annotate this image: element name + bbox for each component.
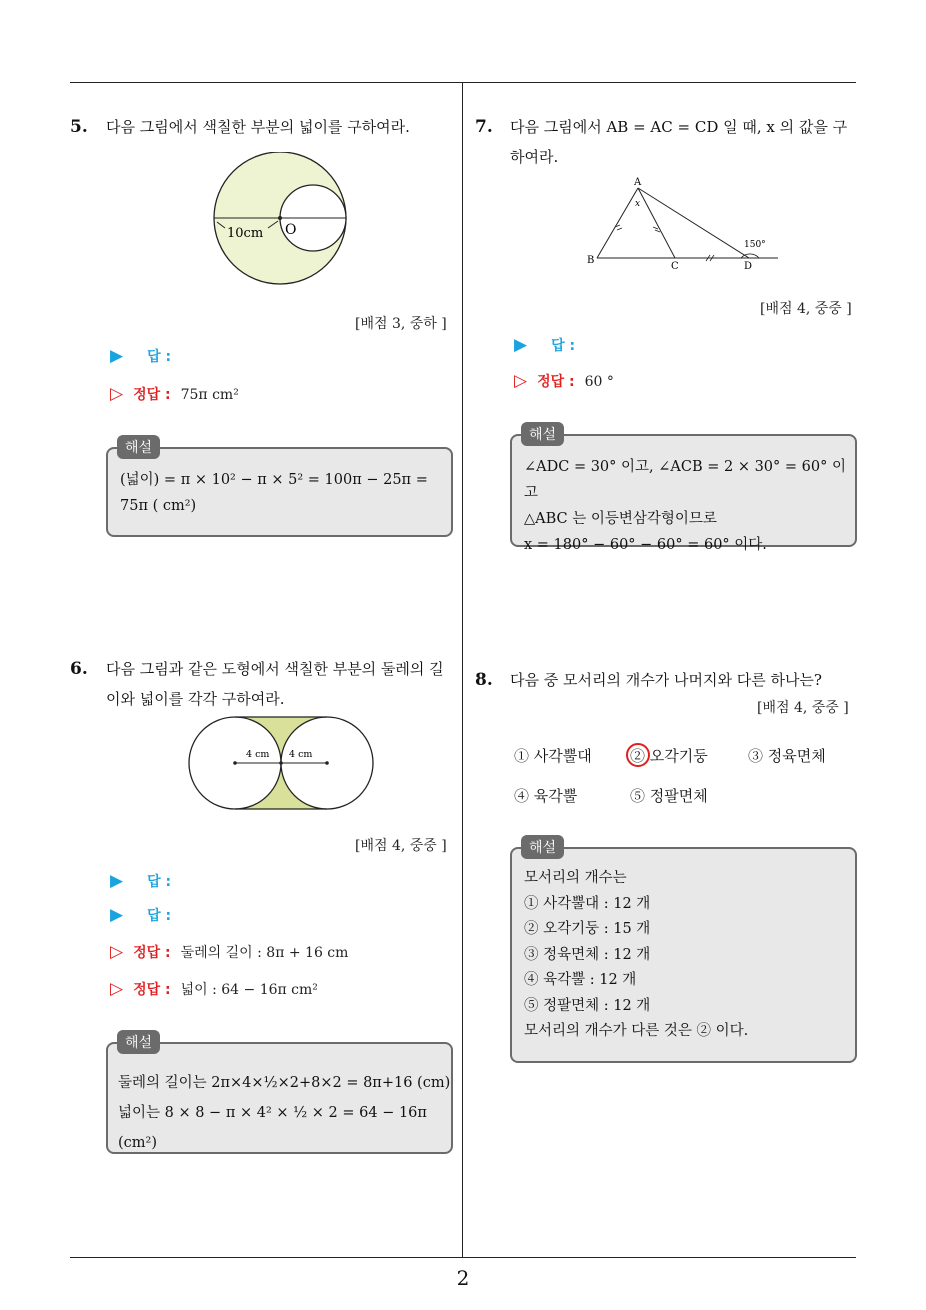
q8-points: [배점 4, 중중 ] [757, 700, 849, 716]
q7-text-line: 하여라. [510, 148, 559, 166]
q6-label-right: 4 cm [289, 749, 313, 760]
top-rule [70, 82, 856, 83]
answer-label: 답 : [551, 338, 576, 354]
solution-line: ∠ADC = 30° 이고, ∠ACB = 2 × 30° = 60° 이고 [524, 459, 846, 501]
solution-line: 모서리의 개수가 다른 것은 ② 이다. [524, 1023, 749, 1039]
answer-label: 답 : [147, 874, 172, 890]
q7-points: [배점 4, 중중 ] [760, 301, 852, 317]
solution-line: ⑤ 정팔면체 : 12 개 [524, 997, 651, 1014]
solution-line: ② 오각기둥 : 15 개 [524, 921, 651, 937]
q6-solution-tag: 해설 [117, 1030, 160, 1054]
q7-solution-body [524, 454, 855, 558]
q7-figure [582, 175, 782, 270]
q7-correct-row [514, 371, 614, 391]
q7-angle-150: 150° [744, 240, 766, 250]
outline-triangle-icon: ▷ [110, 384, 124, 404]
choice-1[interactable]: ① 사각뿔대 [514, 747, 592, 765]
q7-solution-box [510, 434, 857, 553]
q5-solution-box [106, 447, 453, 537]
q6-text-line: 다음 그림과 같은 도형에서 색칠한 부분의 둘레의 길 [106, 660, 444, 678]
choice-3[interactable]: ③ 정육면체 [748, 747, 826, 765]
q6-label-left: 4 cm [246, 749, 270, 760]
q7-text [510, 112, 847, 172]
q5-text: 다음 그림에서 색칠한 부분의 넓이를 구하여라. [106, 118, 410, 136]
q7-solution-tag: 해설 [521, 422, 564, 446]
q5-length-label: 10cm [227, 226, 264, 241]
q5-correct-row [110, 384, 239, 404]
correct-value: 60 ° [584, 374, 614, 390]
q6-figure [188, 715, 378, 813]
q7-number: 7. [475, 117, 493, 137]
solution-line: ① 사각뿔대 : 12 개 [524, 895, 651, 912]
bottom-rule [70, 1257, 856, 1258]
q6-text [106, 654, 444, 714]
play-icon: ▶ [110, 871, 124, 891]
q8-solution-tag: 해설 [521, 835, 564, 859]
q5-figure [205, 152, 360, 292]
q8-number: 8. [475, 670, 493, 690]
q5-points: [배점 3, 중하 ] [355, 316, 447, 332]
solution-line: △ABC 는 이등변삼각형이므로 [524, 511, 717, 527]
selected-answer-circle-icon [626, 743, 650, 767]
correct-value: 75π cm² [180, 387, 239, 403]
solution-line: 75π ( cm²) [120, 498, 197, 514]
q6-solution-body [118, 1068, 451, 1158]
q6-text-line: 이와 넓이를 각각 구하여라. [106, 690, 285, 708]
column-divider [462, 82, 463, 1257]
solution-line: (넓이) = π × 10² − π × 5² = 100π − 25π = [120, 472, 428, 488]
choice-4[interactable]: ④ 육각뿔 [514, 787, 578, 805]
outline-triangle-icon: ▷ [110, 979, 124, 999]
q8-text: 다음 중 모서리의 개수가 나머지와 다른 하나는? [510, 671, 822, 689]
play-icon: ▶ [110, 346, 124, 366]
solution-line: 둘레의 길이는 2π×4×½×2+8×2 = 8π+16 (cm) [118, 1075, 451, 1091]
correct-label: 정답 : [133, 387, 171, 403]
q5-solution-tag: 해설 [117, 435, 160, 459]
q6-answer-row-2 [110, 905, 171, 925]
page-number: 2 [456, 1266, 470, 1290]
q5-center-label: O [285, 222, 297, 238]
choice-2[interactable]: ② 오각기둥 [630, 747, 708, 765]
q7-vertex-b: B [587, 255, 595, 266]
q6-points: [배점 4, 중중 ] [355, 838, 447, 854]
q6-number: 6. [70, 659, 88, 679]
q6-correct-row-1 [110, 942, 348, 962]
q7-vertex-c: C [671, 261, 679, 270]
play-icon: ▶ [514, 335, 528, 355]
correct-label: 정답 : [133, 945, 171, 961]
correct-value: 넓이 : 64 − 16π cm² [180, 982, 318, 998]
q6-correct-row-2 [110, 979, 318, 999]
q7-vertex-a: A [634, 177, 642, 188]
answer-label: 답 : [147, 908, 172, 924]
q6-answer-row-1 [110, 871, 171, 891]
q8-solution-body [524, 866, 748, 1045]
solution-line: ④ 육각뿔 : 12 개 [524, 972, 637, 988]
solution-line: ③ 정육면체 : 12 개 [524, 946, 651, 963]
outline-triangle-icon: ▷ [514, 371, 528, 391]
choice-5[interactable]: ⑤ 정팔면체 [630, 787, 708, 805]
q5-solution-body [120, 467, 428, 519]
solution-line: 모서리의 개수는 [524, 870, 627, 886]
correct-label: 정답 : [537, 374, 575, 390]
correct-value: 둘레의 길이 : 8π + 16 cm [180, 945, 349, 961]
solution-line: 넓이는 8 × 8 − π × 4² × ½ × 2 = 64 − 16π (cm²) [118, 1105, 427, 1151]
correct-label: 정답 : [133, 982, 171, 998]
q7-angle-x: x [635, 199, 641, 209]
play-icon: ▶ [110, 905, 124, 925]
answer-label: 답 : [147, 349, 172, 365]
q5-number: 5. [70, 117, 88, 137]
q6-solution-box [106, 1042, 453, 1154]
q7-answer-row [514, 335, 575, 355]
q7-text-line: 다음 그림에서 AB = AC = CD 일 때, x 의 값을 구 [510, 118, 848, 136]
solution-line: x = 180° − 60° − 60° = 60° 이다. [524, 537, 767, 553]
outline-triangle-icon: ▷ [110, 942, 124, 962]
q5-answer-row [110, 346, 171, 366]
q7-vertex-d: D [744, 261, 753, 270]
q8-solution-box [510, 847, 857, 1063]
